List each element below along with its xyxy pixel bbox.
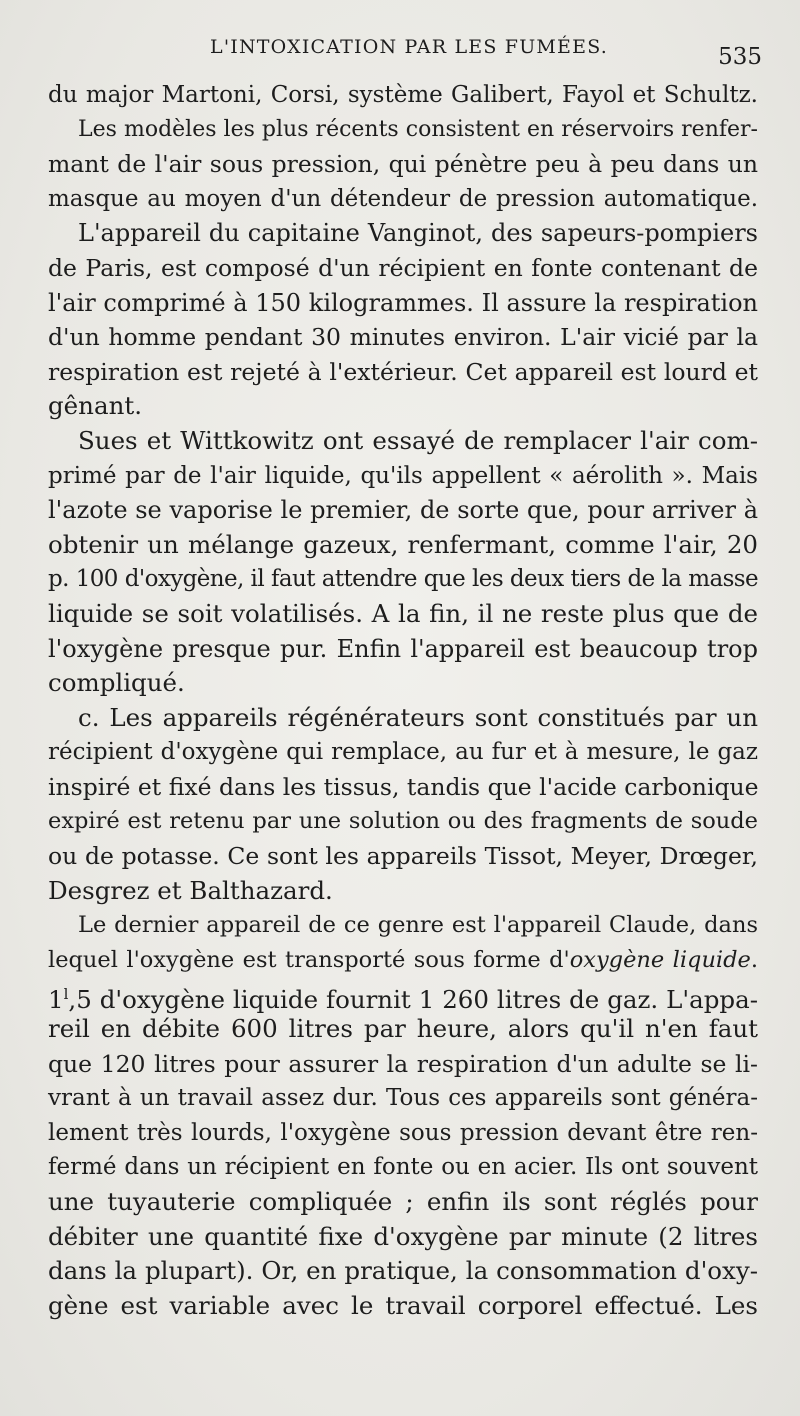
text-line	[48, 943, 758, 978]
text-line: expiré est retenu par une solution ou des fragments de soude	[48, 808, 758, 835]
text-line: masque au moyen d'un détendeur de pression automatique.	[48, 185, 758, 212]
text-line: L'appareil du capitaine Vanginot, des sapeurs-pompiers	[78, 219, 758, 248]
text-line: l'azote se vaporise le premier, de sorte que, pour arriver à	[48, 496, 758, 525]
text-line: d'un homme pendant 30 minutes environ. L'air vicié par la	[48, 323, 758, 352]
text-line: reil en débite 600 litres par heure, alors qu'il n'en faut	[48, 1014, 758, 1044]
quantity-number: 1	[48, 985, 64, 1015]
text-line: liquide se soit volatilisés. A la fin, il ne reste plus que de	[48, 598, 758, 628]
text-line: de Paris, est composé d'un récipient en fonte contenant de	[48, 253, 758, 282]
running-head: L'INTOXICATION PAR LES FUMÉES.	[210, 36, 608, 58]
page-number: 535	[718, 44, 762, 70]
text-line: l'oxygène presque pur. Enfin l'appareil est beaucoup trop	[48, 634, 758, 663]
text-line: débiter une quantité fixe d'oxygène par minute (2 litres	[48, 1221, 758, 1251]
body-text	[48, 78, 758, 1323]
text-line: mant de l'air sous pression, qui pénètre peu à peu dans un	[48, 150, 758, 179]
text-line	[48, 977, 758, 1015]
text-line: obtenir un mélange gazeux, renfermant, comme l'air, 20	[48, 529, 758, 559]
text-line: gène est variable avec le travail corporel effectué. Les	[48, 1290, 758, 1320]
text-line: gênant.	[48, 391, 142, 421]
text-line: fermé dans un récipient en fonte ou en acier. Ils ont souvent	[48, 1154, 758, 1181]
text-line: que 120 litres pour assurer la respiration d'un adulte se li-	[48, 1049, 758, 1078]
text-line: Les modèles les plus récents consistent en réservoirs renfer-	[78, 116, 758, 142]
text-line: ou de potasse. Ce sont les appareils Tissot, Meyer, Drœger,	[48, 842, 758, 871]
text-line: lement très lourds, l'oxygène sous pression devant être ren-	[48, 1119, 758, 1146]
text-line: inspiré et fixé dans les tissus, tandis que l'acide carbonique	[48, 772, 759, 801]
text-line: primé par de l'air liquide, qu'ils appellent « aérolith ». Mais	[48, 462, 758, 489]
unit-superscript: l	[63, 985, 69, 1004]
text-line: p. 100 d'oxygène, il faut attendre que les deux tiers de la masse	[48, 566, 758, 593]
italic-term: oxygène liquide	[569, 946, 751, 973]
text-line: Le dernier appareil de ce genre est l'appareil Claude, dans	[78, 912, 758, 939]
text-line: du major Martoni, Corsi, système Galibert, Fayol et Schultz.	[48, 82, 758, 108]
text-line: Sues et Wittkowitz ont essayé de remplacer l'air com-	[78, 425, 758, 455]
text-run: lequel l'oxygène est transporté sous forme d'	[48, 946, 570, 973]
text-line: c. Les appareils régénérateurs sont constitués par un	[78, 702, 758, 732]
text-line: une tuyauterie compliquée ; enfin ils sont réglés pour	[48, 1187, 758, 1216]
text-line: respiration est rejeté à l'extérieur. Cet appareil est lourd et	[48, 357, 758, 386]
page-header	[0, 36, 800, 76]
text-line: récipient d'oxygène qui remplace, au fur et à mesure, le gaz	[48, 739, 758, 766]
text-line: compliqué.	[48, 668, 185, 698]
text-line: l'air comprimé à 150 kilogrammes. Il assure la respiration	[48, 288, 758, 317]
text-run: ,5 d'oxygène liquide fournit 1 260 litres de gaz. L'appa-	[68, 985, 758, 1015]
text-line: dans la plupart). Or, en pratique, la consommation d'oxy-	[48, 1256, 758, 1286]
text-line: vrant à un travail assez dur. Tous ces appareils sont généra-	[48, 1085, 758, 1112]
text-run: .	[750, 946, 759, 973]
text-line: Desgrez et Balthazard.	[48, 875, 333, 905]
